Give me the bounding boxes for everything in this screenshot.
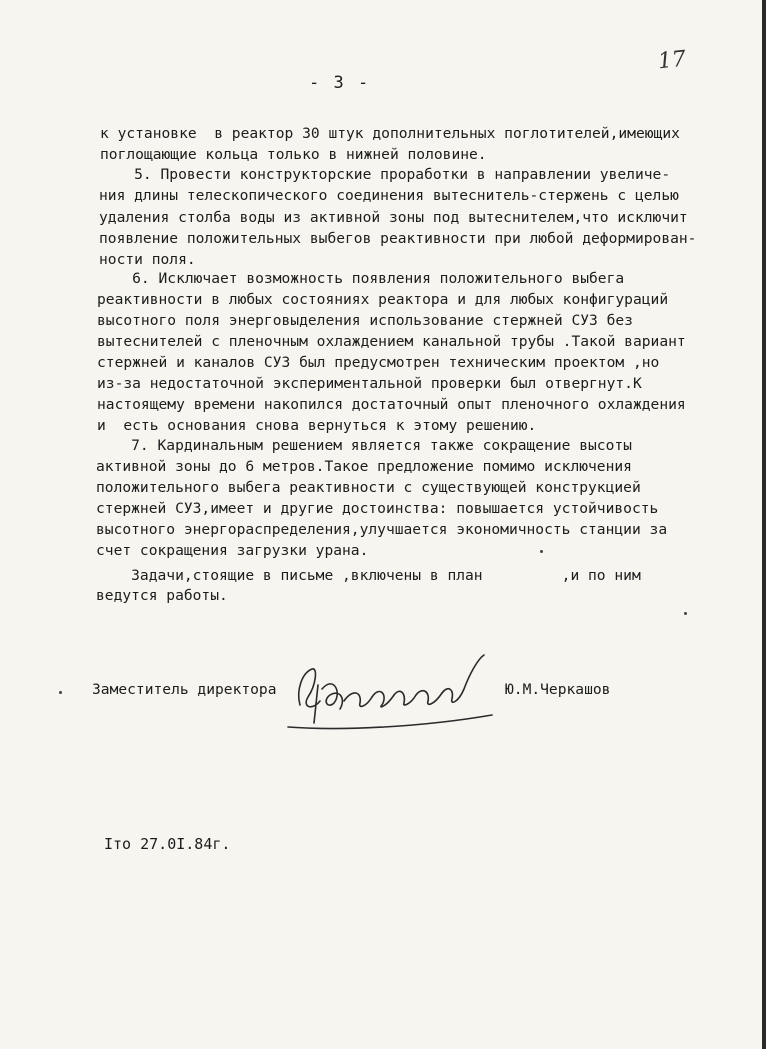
- body-line: 5. Провести конструкторские проработки в направлении увеличе-: [99, 166, 671, 183]
- signatory-name: Ю.М.Черкашов: [505, 681, 611, 698]
- body-line: счет сокращения загрузки урана.: [96, 542, 369, 559]
- scan-speck: [684, 612, 687, 615]
- scan-edge: [762, 0, 766, 1049]
- body-line: стержней и каналов СУЗ был предусмотрен техническим проектом ,но: [97, 354, 660, 371]
- body-line: вытеснителей с пленочным охлаждением канальной трубы .Такой вариант: [97, 333, 686, 350]
- body-line: и есть основания снова вернуться к этому решению.: [97, 417, 537, 434]
- body-line: настоящему времени накопился достаточный опыт пленочного охлаждения: [97, 396, 686, 413]
- page-number: - 3 -: [309, 73, 371, 93]
- body-line: ния длины телескопического соединения вытеснитель-стержень с целью: [99, 187, 679, 204]
- body-line: активной зоны до 6 метров.Такое предложение помимо исключения: [96, 458, 632, 475]
- body-line: 6. Исключает возможность появления положительного выбега: [97, 270, 625, 287]
- document-reference-date: Iто 27.0I.84г.: [104, 835, 231, 853]
- body-line: к установке в реактор 30 штук дополнительных поглотителей,имеющих: [100, 125, 680, 142]
- body-line: высотного поля энерговыделения использование стержней СУЗ без: [97, 312, 633, 329]
- body-line: реактивности в любых состояниях реактора и для любых конфигураций: [97, 291, 669, 308]
- scan-speck: [59, 691, 62, 694]
- body-line: стержней СУЗ,имеет и другие достоинства: повышается устойчивость: [96, 500, 659, 517]
- signatory-title: Заместитель директора: [92, 681, 277, 698]
- handwritten-signature: [282, 645, 502, 749]
- body-line: удаления столба воды из активной зоны под вытеснителем,что исключит: [99, 209, 688, 226]
- scan-speck: [540, 550, 543, 553]
- handwritten-page-number: 17: [656, 46, 688, 75]
- body-line: появление положительных выбегов реактивности при любой деформирован-: [99, 230, 697, 247]
- body-line: поглощающие кольца только в нижней половине.: [100, 146, 487, 163]
- body-line: из-за недостаточной экспериментальной проверки был отвергнут.К: [97, 375, 642, 392]
- body-line: 7. Кардинальным решением является также сокращение высоты: [96, 437, 632, 454]
- body-line: высотного энергораспределения,улучшается экономичность станции за: [96, 521, 668, 538]
- body-line: ности поля.: [99, 251, 196, 268]
- body-line: Задачи,стоящие в письме ,включены в план ,и по ним: [96, 567, 641, 584]
- body-line: положительного выбега реактивности с существующей конструкцией: [96, 479, 641, 496]
- body-line: ведутся работы.: [96, 587, 228, 604]
